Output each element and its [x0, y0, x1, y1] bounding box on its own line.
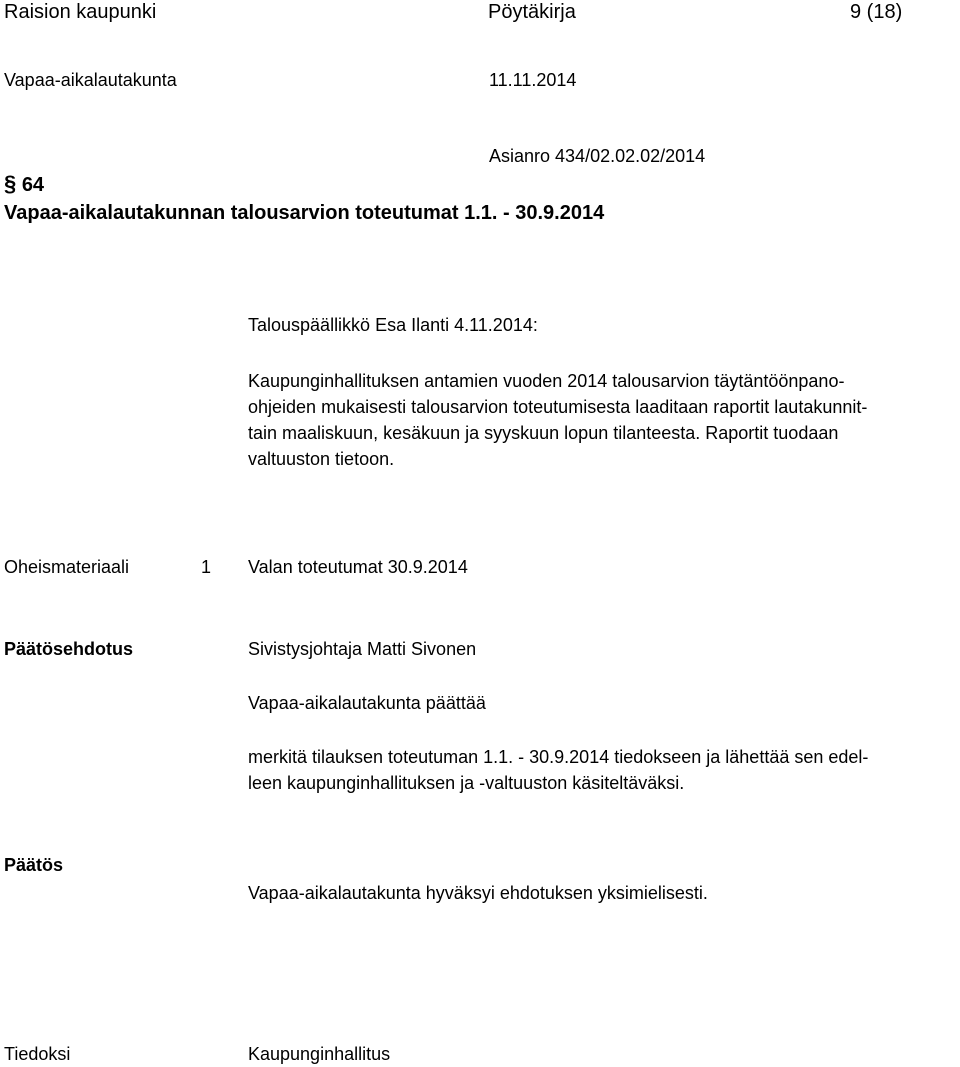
body-line: valtuuston tietoon. — [248, 449, 395, 469]
proposal-line: leen kaupunginhallituksen ja -valtuuston käsiteltäväksi. — [248, 773, 685, 793]
body-paragraph — [248, 368, 960, 472]
meeting-date: 11.11.2014 — [489, 70, 577, 90]
proposal-line: merkitä tilauksen toteutuman 1.1. - 30.9.2014 tiedokseen ja lähettää sen edel- — [248, 747, 869, 767]
attachment-label: Oheismateriaali — [4, 557, 130, 577]
case-number: Asianro 434/02.02.02/2014 — [489, 146, 706, 166]
body-line: tain maaliskuun, kesäkuun ja syyskuun lopun tilanteesta. Raportit tuodaan — [248, 423, 839, 443]
notice-recipient: Kaupunginhallitus — [248, 1044, 391, 1064]
section-symbol: § — [4, 171, 17, 196]
section-heading — [4, 173, 44, 195]
notice-label: Tiedoksi — [4, 1044, 71, 1064]
page-number: 9 (18) — [850, 1, 903, 23]
section-number: 64 — [21, 174, 45, 196]
presenter-line: Talouspäällikkö Esa Ilanti 4.11.2014: — [248, 315, 538, 335]
body-line: Kaupunginhallituksen antamien vuoden 2014 talousarvion täytäntöönpano- — [248, 371, 845, 391]
proposal-intro: Vapaa-aikalautakunta päättää — [248, 693, 486, 713]
decision-text: Vapaa-aikalautakunta hyväksyi ehdotuksen yksimielisesti. — [248, 883, 708, 903]
case-title: Vapaa-aikalautakunnan talousarvion toteutumat 1.1. - 30.9.2014 — [4, 202, 605, 224]
proposal-label: Päätösehdotus — [4, 639, 134, 659]
attachment-number: 1 — [201, 557, 212, 577]
proposal-text — [248, 744, 960, 796]
committee-name: Vapaa-aikalautakunta — [4, 70, 177, 90]
attachment-title: Valan toteutumat 30.9.2014 — [248, 557, 468, 577]
body-line: ohjeiden mukaisesti talousarvion toteutumisesta laaditaan raportit lautakunnit- — [248, 397, 868, 417]
document-type: Pöytäkirja — [488, 1, 576, 23]
decision-label: Päätös — [4, 855, 64, 875]
proposer-name: Sivistysjohtaja Matti Sivonen — [248, 639, 477, 659]
organization-name: Raision kaupunki — [4, 1, 157, 23]
